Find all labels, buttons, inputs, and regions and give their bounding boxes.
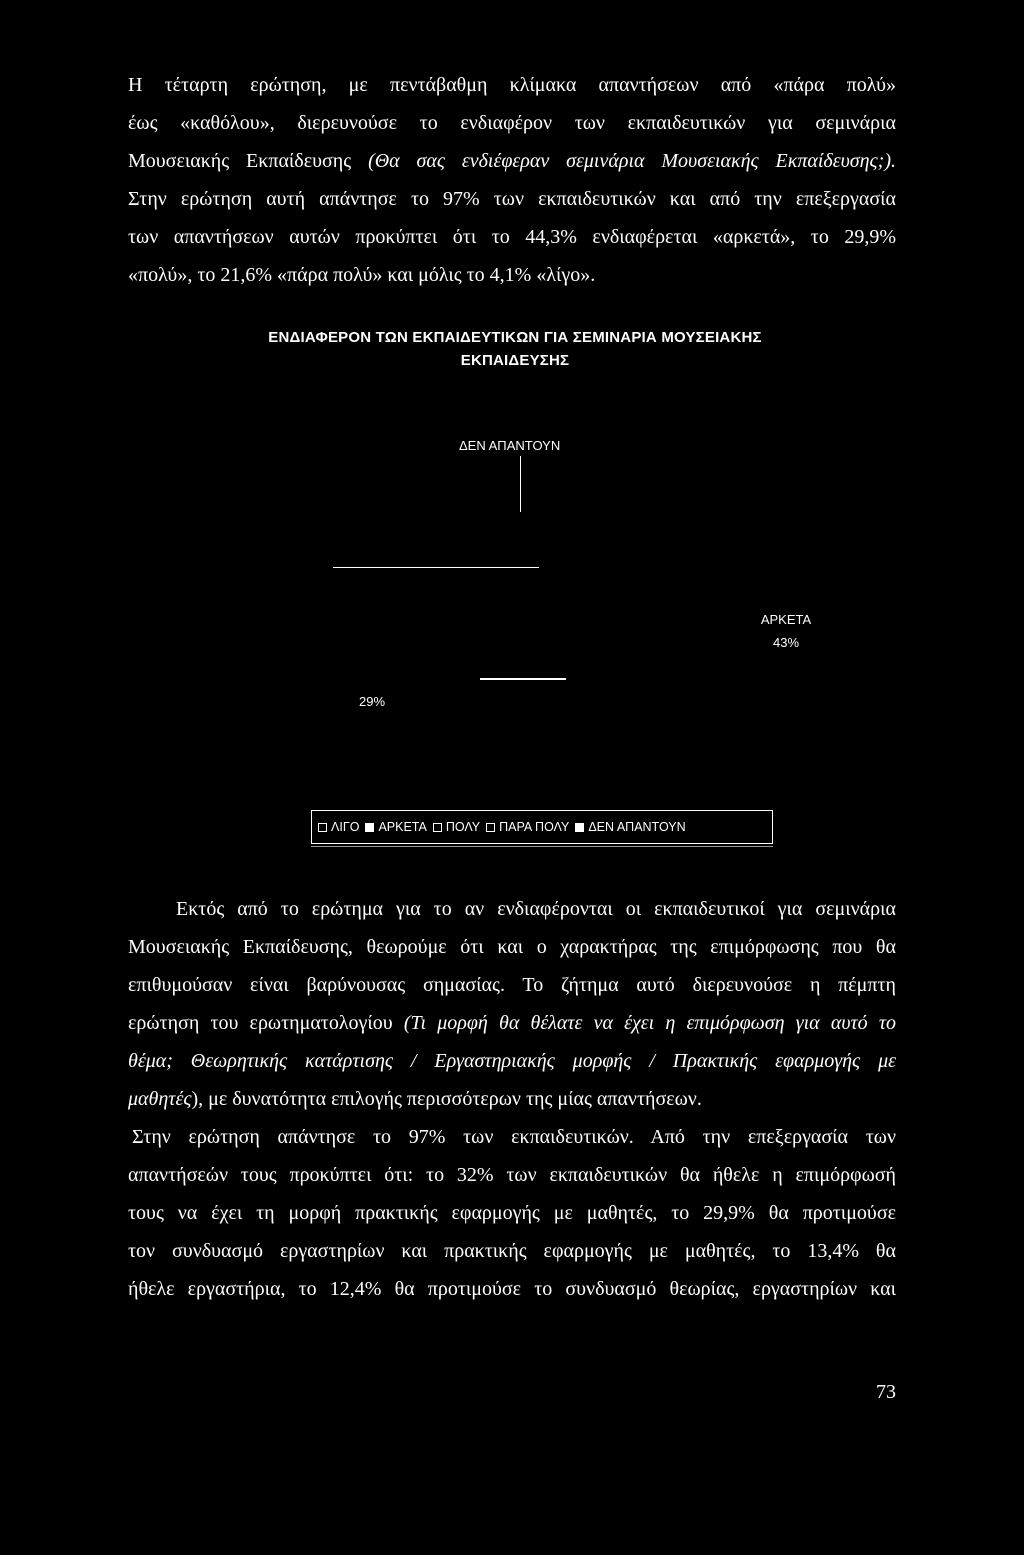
slice-edge-line — [480, 678, 566, 680]
hollow-square-icon — [318, 823, 327, 832]
legend-item-arketa: ΑΡΚΕΤΑ — [365, 820, 426, 834]
legend-item-ligo: ΛΙΓΟ — [318, 820, 359, 834]
text-line: «πολύ», το 21,6% «πάρα πολύ» και μόλις το 4,1% «λίγο». — [128, 264, 596, 286]
label-poly-percent: 29% — [358, 694, 386, 709]
paragraph-answers-five — [128, 1118, 896, 1308]
filled-square-icon — [575, 823, 584, 832]
label-arketa — [756, 612, 816, 651]
text-line: απαντήσεών τους προκύπτει ότι: το 32% των εκπαιδευτικών θα ήθελε η επιμόρφωσή — [128, 1164, 896, 1186]
text-line: επιθυμούσαν είναι βαρύνουσας σημασίας. Το ζήτημα αυτό διερευνούσε η πέμπτη — [128, 974, 896, 996]
text-line: Στην ερώτηση αυτή απάντησε το 97% των εκπαιδευτικών και από την επεξεργασία — [128, 188, 896, 210]
paragraph-question-five — [128, 890, 896, 1118]
text-line: Μουσειακής Εκπαίδευσης (Θα σας ενδιέφεραν σεμινάρια Μουσειακής Εκπαίδευσης;). — [128, 150, 896, 172]
legend-underline — [311, 846, 773, 847]
question-text: (Θα σας ενδιέφεραν σεμινάρια Μουσειακής Εκπαίδευσης;). — [368, 150, 896, 172]
label-den-apantoun: ΔΕΝ ΑΠΑΝΤΟΥΝ — [459, 438, 561, 453]
hollow-square-icon — [433, 823, 442, 832]
text-line: τους να έχει τη μορφή πρακτικής εφαρμογής με μαθητές, το 29,9% θα προτιμούσε — [128, 1202, 896, 1224]
chart-legend — [311, 810, 773, 844]
legend-item-para-poly: ΠΑΡΑ ΠΟΛΥ — [486, 820, 569, 834]
filled-square-icon — [365, 823, 374, 832]
text-line — [128, 1042, 896, 1080]
legend-item-poly: ΠΟΛΥ — [433, 820, 480, 834]
page-number: 73 — [876, 1381, 896, 1403]
text-line: Μουσειακής Εκπαίδευσης, θεωρούμε ότι και ο χαρακτήρας της επιμόρφωσης που θα — [128, 936, 896, 958]
label-arketa-name: ΑΡΚΕΤΑ — [760, 612, 812, 627]
text-line: ερώτηση του ερωτηματολογίου (Τι μορφή θα θέλατε να έχει η επιμόρφωση για αυτό το — [128, 1012, 896, 1034]
text-line: έως «καθόλου», διερευνούσε το ενδιαφέρον των εκπαιδευτικών για σεμινάρια — [128, 112, 896, 134]
text-line: μαθητές), με δυνατότητα επιλογής περισσότερων της μίας απαντήσεων. — [128, 1088, 702, 1110]
text-line: Στην ερώτηση απάντησε το 97% των εκπαιδευτικών. Από την επεξεργασία των — [132, 1126, 896, 1148]
legend-item-den-apantoun: ΔΕΝ ΑΠΑΝΤΟΥΝ — [575, 820, 685, 834]
text-line: των απαντήσεων αυτών προκύπτει ότι το 44,3% ενδιαφέρεται «αρκετά», το 29,9% — [128, 226, 896, 248]
question-text: (Τι μορφή θα θέλατε να έχει η επιμόρφωση για αυτό το — [403, 1012, 896, 1034]
paragraph-question-four — [128, 66, 896, 294]
hollow-square-icon — [486, 823, 495, 832]
question-text: θέμα; Θεωρητικής κατάρτισης / Εργαστηριακής μορφής / Πρακτικής εφαρμογής με — [128, 1050, 896, 1072]
label-arketa-percent: 43% — [772, 635, 800, 650]
text-line: Εκτός από το ερώτημα για το αν ενδιαφέρονται οι εκπαιδευτικοί για σεμινάρια — [176, 898, 896, 920]
text-line: ήθελε εργαστήρια, το 12,4% θα προτιμούσε το συνδυασμό θεωρίας, εργαστηρίων και — [128, 1278, 896, 1300]
slice-edge-line — [333, 567, 539, 568]
text-line: Η τέταρτη ερώτηση, με πεντάβαθμη κλίμακα απαντήσεων από «πάρα πολύ» — [128, 74, 896, 96]
leader-line-den-apantoun — [520, 456, 521, 512]
chart-title: ΕΝΔΙΑΦΕΡΟΝ ΤΩΝ ΕΚΠΑΙΔΕΥΤΙΚΩΝ ΓΙΑ ΣΕΜΙΝΑΡΙΑ ΜΟΥΣΕΙΑΚΗΣ ΕΚΠΑΙΔΕΥΣΗΣ — [268, 329, 762, 369]
text-line: τον συνδυασμό εργαστηρίων και πρακτικής εφαρμογής με μαθητές, το 13,4% θα — [128, 1240, 896, 1262]
question-text: μαθητές — [128, 1088, 192, 1110]
